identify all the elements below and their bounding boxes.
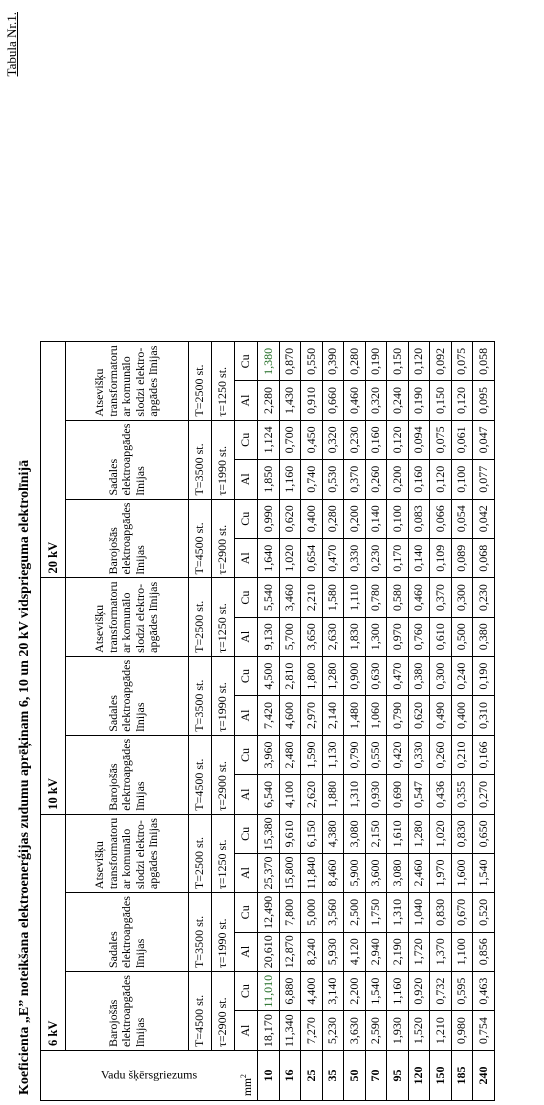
metal-header-row <box>235 342 258 1101</box>
table-row <box>408 342 430 1101</box>
coefficient-value: 1,640 <box>258 539 280 578</box>
coefficient-value: 0,790 <box>344 735 366 774</box>
t-value: T=2500 st. <box>189 342 212 420</box>
coefficient-value: 0,120 <box>387 420 409 459</box>
coefficient-value: 0,160 <box>408 460 430 499</box>
coefficient-value: 1,100 <box>451 932 473 971</box>
coefficient-value: 1,060 <box>365 696 387 735</box>
coefficient-value: 2,190 <box>387 932 409 971</box>
coefficient-value: 0,830 <box>430 893 452 932</box>
coefficient-value: 0,320 <box>322 420 344 459</box>
coefficient-value: 2,280 <box>258 381 280 420</box>
cross-section-value: 240 <box>473 1051 495 1101</box>
coefficient-value: 0,970 <box>387 617 409 656</box>
coefficient-value: 0,077 <box>473 460 495 499</box>
coefficient-value: 3,140 <box>322 972 344 1011</box>
coefficient-value: 0,754 <box>473 1011 495 1051</box>
voltage-group-header: 10 kV <box>41 578 66 814</box>
coefficient-value: 2,620 <box>301 775 323 814</box>
corner-unit-sup: 2 <box>239 1074 249 1079</box>
table-number: Tabula Nr.1. <box>4 12 19 77</box>
coefficient-value: 6,880 <box>279 972 301 1011</box>
coefficient-value: 0,075 <box>451 342 473 381</box>
coefficient-value: 2,200 <box>344 972 366 1011</box>
coefficient-value: 0,058 <box>473 342 495 381</box>
coefficient-value: 1,540 <box>473 853 495 892</box>
coefficient-value: 2,810 <box>279 656 301 695</box>
table-caption: Koeficienta „E” noteikšana elektroenerģijas zudumu aprēķinam 6, 10 un 20 kV vidsprieguma elektrolīnijā <box>17 459 32 1095</box>
coefficient-value: 1,370 <box>430 932 452 971</box>
coefficient-value: 1,830 <box>344 617 366 656</box>
coefficient-value: 0,075 <box>430 420 452 459</box>
coefficient-value: 0,089 <box>451 539 473 578</box>
coefficient-value: 11,010 <box>258 972 280 1011</box>
t-value-row <box>189 342 212 1101</box>
coefficient-value: 5,900 <box>344 853 366 892</box>
coefficient-value: 0,120 <box>451 381 473 420</box>
coefficient-value: 5,930 <box>322 932 344 971</box>
coefficient-value: 5,000 <box>301 893 323 932</box>
coefficient-value: 0,270 <box>473 775 495 814</box>
coefficient-value: 0,470 <box>387 656 409 695</box>
coefficient-value: 1,480 <box>344 696 366 735</box>
coefficient-value: 0,650 <box>473 814 495 853</box>
coefficient-value: 0,436 <box>430 775 452 814</box>
tau-value: τ=1990 st. <box>212 420 235 499</box>
line-category-header: Barojošās elektroapgādes līnijas <box>66 735 189 814</box>
t-value: T=3500 st. <box>189 420 212 499</box>
tau-value: τ=1250 st. <box>212 342 235 420</box>
coefficient-value: 0,200 <box>387 460 409 499</box>
coefficient-value: 5,700 <box>279 617 301 656</box>
coefficient-value: 3,080 <box>387 853 409 892</box>
metal-cu-header: Cu <box>235 735 258 774</box>
t-value: T=4500 st. <box>189 735 212 814</box>
coefficient-value: 3,560 <box>322 893 344 932</box>
category-header-row <box>66 342 189 1101</box>
coefficient-value: 0,092 <box>430 342 452 381</box>
coefficient-value: 0,500 <box>451 617 473 656</box>
coefficient-value: 0,450 <box>301 420 323 459</box>
coefficient-value: 11,340 <box>279 1011 301 1051</box>
line-category-header: Atsevišķu transformatoru ar komunālo slodzi elektro-apgādes līnijas <box>66 342 189 420</box>
t-value: T=2500 st. <box>189 814 212 892</box>
coefficient-value: 0,980 <box>451 1011 473 1051</box>
coefficient-value: 0,320 <box>365 381 387 420</box>
coefficient-value: 0,095 <box>473 381 495 420</box>
coefficient-value: 8,240 <box>301 932 323 971</box>
coefficient-value: 4,100 <box>279 775 301 814</box>
coefficient-value: 0,780 <box>365 578 387 617</box>
coefficient-value: 0,520 <box>473 893 495 932</box>
line-category-header: Sadales elektroapgādes līnijas <box>66 893 189 972</box>
coefficient-value: 0,490 <box>430 696 452 735</box>
coefficient-value: 1,130 <box>322 735 344 774</box>
coefficient-value: 1,300 <box>365 617 387 656</box>
coefficient-value: 0,610 <box>430 617 452 656</box>
coefficient-value: 6,540 <box>258 775 280 814</box>
coefficient-value: 0,550 <box>301 342 323 381</box>
coefficient-value: 3,460 <box>279 578 301 617</box>
coefficient-value: 4,380 <box>322 814 344 853</box>
coefficient-value: 12,490 <box>258 893 280 932</box>
coefficient-value: 2,500 <box>344 893 366 932</box>
coefficient-value: 0,700 <box>279 420 301 459</box>
coefficient-value: 2,630 <box>322 617 344 656</box>
coefficient-value: 0,910 <box>301 381 323 420</box>
coefficient-value: 3,650 <box>301 617 323 656</box>
coefficient-value: 0,547 <box>408 775 430 814</box>
line-category-header: Atsevišķu transformatoru ar komunālo slodzi elektro-apgādes līnijas <box>66 814 189 892</box>
coefficient-value: 0,170 <box>387 539 409 578</box>
coefficient-value: 1,040 <box>408 893 430 932</box>
cross-section-value: 16 <box>279 1051 301 1101</box>
coefficient-value: 0,200 <box>344 499 366 538</box>
coefficient-value: 0,100 <box>387 499 409 538</box>
coefficient-value: 0,595 <box>451 972 473 1011</box>
coefficient-value: 0,390 <box>322 342 344 381</box>
coefficient-value: 0,300 <box>430 656 452 695</box>
coefficient-value: 8,460 <box>322 853 344 892</box>
tau-value: τ=1990 st. <box>212 893 235 972</box>
coefficient-value: 0,166 <box>473 735 495 774</box>
cross-section-value: 185 <box>451 1051 473 1101</box>
coefficient-value: 0,190 <box>365 342 387 381</box>
metal-al-header: Al <box>235 1011 258 1051</box>
coefficient-value: 4,500 <box>258 656 280 695</box>
coefficient-value: 0,690 <box>387 775 409 814</box>
t-value: T=3500 st. <box>189 656 212 735</box>
table-row <box>365 342 387 1101</box>
coefficient-value: 0,280 <box>344 342 366 381</box>
coefficient-value: 5,540 <box>258 578 280 617</box>
coefficient-value: 0,470 <box>322 539 344 578</box>
metal-cu-header: Cu <box>235 972 258 1011</box>
metal-al-header: Al <box>235 460 258 499</box>
coefficient-value: 2,940 <box>365 932 387 971</box>
coefficient-value: 0,550 <box>365 735 387 774</box>
coefficient-value: 0,620 <box>408 696 430 735</box>
coefficient-value: 0,160 <box>365 420 387 459</box>
line-category-header: Barojošās elektroapgādes līnijas <box>66 499 189 578</box>
coefficient-value: 4,120 <box>344 932 366 971</box>
coefficient-value: 7,270 <box>301 1011 323 1051</box>
coefficient-value: 2,480 <box>279 735 301 774</box>
corner-label: Vadu šķērsgriezums <box>100 1067 198 1082</box>
metal-al-header: Al <box>235 932 258 971</box>
coefficient-value: 1,020 <box>279 539 301 578</box>
coefficient-value: 1,280 <box>408 814 430 853</box>
metal-al-header: Al <box>235 853 258 892</box>
cross-section-value: 35 <box>322 1051 344 1101</box>
coefficient-value: 0,260 <box>430 735 452 774</box>
coefficient-value: 9,130 <box>258 617 280 656</box>
coefficient-value: 0,068 <box>473 539 495 578</box>
coefficient-value: 1,970 <box>430 853 452 892</box>
coefficient-value: 0,140 <box>365 499 387 538</box>
cross-section-value: 25 <box>301 1051 323 1101</box>
coefficient-value: 0,930 <box>365 775 387 814</box>
coefficient-value: 1,580 <box>322 578 344 617</box>
cross-section-value: 95 <box>387 1051 409 1101</box>
coefficient-value: 3,960 <box>258 735 280 774</box>
coefficient-value: 0,460 <box>408 578 430 617</box>
voltage-group-header: 6 kV <box>41 814 66 1050</box>
coefficient-value: 0,109 <box>430 539 452 578</box>
coefficient-value: 0,370 <box>430 578 452 617</box>
coefficient-value: 0,400 <box>451 696 473 735</box>
cross-section-value: 10 <box>258 1051 280 1101</box>
tau-value: τ=2900 st. <box>212 735 235 814</box>
coefficient-value: 1,540 <box>365 972 387 1011</box>
coefficient-value: 0,400 <box>301 499 323 538</box>
tau-value-row <box>212 342 235 1101</box>
coefficient-value: 0,330 <box>408 735 430 774</box>
coefficient-value: 0,330 <box>344 539 366 578</box>
coefficient-value: 0,100 <box>451 460 473 499</box>
tau-value: τ=1990 st. <box>212 656 235 735</box>
coefficient-value: 1,124 <box>258 420 280 459</box>
t-value: T=4500 st. <box>189 972 212 1051</box>
coefficient-value: 1,800 <box>301 656 323 695</box>
coefficient-value: 0,732 <box>430 972 452 1011</box>
metal-cu-header: Cu <box>235 814 258 853</box>
coefficient-value: 1,020 <box>430 814 452 853</box>
coefficient-value: 0,260 <box>365 460 387 499</box>
coefficient-value: 18,170 <box>258 1011 280 1051</box>
line-category-header: Barojošās elektroapgādes līnijas <box>66 972 189 1051</box>
coefficient-value: 2,970 <box>301 696 323 735</box>
coefficient-value: 0,760 <box>408 617 430 656</box>
tau-value: τ=2900 st. <box>212 972 235 1051</box>
coefficient-value: 11,840 <box>301 853 323 892</box>
t-value: T=2500 st. <box>189 578 212 656</box>
coefficient-value: 0,240 <box>451 656 473 695</box>
coefficient-value: 9,610 <box>279 814 301 853</box>
t-value: T=4500 st. <box>189 499 212 578</box>
tau-value: τ=1250 st. <box>212 578 235 656</box>
corner-header <box>41 1051 258 1101</box>
coefficient-value: 0,047 <box>473 420 495 459</box>
metal-cu-header: Cu <box>235 342 258 381</box>
t-value: T=3500 st. <box>189 893 212 972</box>
loss-coefficient-table <box>40 341 495 1101</box>
coefficient-value: 0,300 <box>451 578 473 617</box>
coefficient-value: 1,280 <box>322 656 344 695</box>
coefficient-value: 2,150 <box>365 814 387 853</box>
coefficient-value: 0,083 <box>408 499 430 538</box>
voltage-header-row <box>41 342 66 1101</box>
coefficient-value: 4,400 <box>301 972 323 1011</box>
coefficient-value: 1,600 <box>451 853 473 892</box>
coefficient-value: 0,460 <box>344 381 366 420</box>
coefficient-value: 0,654 <box>301 539 323 578</box>
metal-al-header: Al <box>235 696 258 735</box>
line-category-header: Sadales elektroapgādes līnijas <box>66 656 189 735</box>
coefficient-value: 0,094 <box>408 420 430 459</box>
coefficient-value: 2,140 <box>322 696 344 735</box>
table-row <box>258 342 280 1101</box>
coefficient-value: 0,240 <box>387 381 409 420</box>
metal-cu-header: Cu <box>235 893 258 932</box>
coefficient-value: 1,590 <box>301 735 323 774</box>
coefficient-value: 1,160 <box>387 972 409 1011</box>
coefficient-value: 1,310 <box>387 893 409 932</box>
metal-al-header: Al <box>235 775 258 814</box>
coefficient-value: 0,670 <box>451 893 473 932</box>
coefficient-value: 1,610 <box>387 814 409 853</box>
coefficient-value: 0,066 <box>430 499 452 538</box>
coefficient-value: 1,210 <box>430 1011 452 1051</box>
metal-cu-header: Cu <box>235 420 258 459</box>
coefficient-value: 0,660 <box>322 381 344 420</box>
table-row <box>451 342 473 1101</box>
table-row <box>344 342 366 1101</box>
coefficient-value: 20,610 <box>258 932 280 971</box>
coefficient-value: 1,110 <box>344 578 366 617</box>
coefficient-value: 1,160 <box>279 460 301 499</box>
coefficient-value: 0,280 <box>322 499 344 538</box>
coefficient-value: 0,150 <box>387 342 409 381</box>
coefficient-value: 0,870 <box>279 342 301 381</box>
metal-al-header: Al <box>235 617 258 656</box>
coefficient-value: 1,720 <box>408 932 430 971</box>
coefficient-value: 3,630 <box>344 1011 366 1051</box>
coefficient-value: 0,856 <box>473 932 495 971</box>
table-row <box>322 342 344 1101</box>
table-row <box>387 342 409 1101</box>
coefficient-value: 0,530 <box>322 460 344 499</box>
coefficient-value: 1,430 <box>279 381 301 420</box>
coefficient-value: 0,230 <box>344 420 366 459</box>
coefficient-value: 0,790 <box>387 696 409 735</box>
coefficient-value: 25,370 <box>258 853 280 892</box>
coefficient-value: 0,370 <box>344 460 366 499</box>
cross-section-value: 50 <box>344 1051 366 1101</box>
metal-cu-header: Cu <box>235 656 258 695</box>
coefficient-value: 0,120 <box>408 342 430 381</box>
coefficient-value: 12,870 <box>279 932 301 971</box>
corner-unit-text: mm <box>242 1078 255 1096</box>
coefficient-value: 0,580 <box>387 578 409 617</box>
table-row <box>473 342 495 1101</box>
coefficient-value: 0,042 <box>473 499 495 538</box>
line-category-header: Sadales elektroapgādes līnijas <box>66 420 189 499</box>
coefficient-value: 1,520 <box>408 1011 430 1051</box>
coefficient-value: 3,080 <box>344 814 366 853</box>
tau-value: τ=2900 st. <box>212 499 235 578</box>
coefficient-value: 0,900 <box>344 656 366 695</box>
coefficient-value: 0,140 <box>408 539 430 578</box>
coefficient-value: 0,054 <box>451 499 473 538</box>
voltage-group-header: 20 kV <box>41 342 66 578</box>
coefficient-value: 1,880 <box>322 775 344 814</box>
coefficient-value: 2,460 <box>408 853 430 892</box>
metal-al-header: Al <box>235 381 258 420</box>
coefficient-value: 5,230 <box>322 1011 344 1051</box>
table-row <box>279 342 301 1101</box>
coefficient-value: 0,190 <box>408 381 430 420</box>
table-row <box>301 342 323 1101</box>
coefficient-value: 1,380 <box>258 342 280 381</box>
coefficient-value: 7,420 <box>258 696 280 735</box>
coefficient-value: 1,750 <box>365 893 387 932</box>
metal-al-header: Al <box>235 539 258 578</box>
coefficient-value: 0,380 <box>408 656 430 695</box>
line-category-header: Atsevišķu transformatoru ar komunālo slodzi elektro-apgādes līnijas <box>66 578 189 656</box>
metal-cu-header: Cu <box>235 499 258 538</box>
coefficient-value: 0,120 <box>430 460 452 499</box>
coefficient-value: 1,930 <box>387 1011 409 1051</box>
coefficient-value: 0,620 <box>279 499 301 538</box>
coefficient-value: 0,830 <box>451 814 473 853</box>
table-row <box>430 342 452 1101</box>
coefficient-value: 3,600 <box>365 853 387 892</box>
tau-value: τ=1250 st. <box>212 814 235 892</box>
coefficient-value: 2,590 <box>365 1011 387 1051</box>
coefficient-value: 7,800 <box>279 893 301 932</box>
coefficient-value: 0,355 <box>451 775 473 814</box>
coefficient-value: 0,230 <box>365 539 387 578</box>
coefficient-value: 0,061 <box>451 420 473 459</box>
coefficient-value: 4,600 <box>279 696 301 735</box>
coefficient-value: 0,310 <box>473 696 495 735</box>
coefficient-value: 0,230 <box>473 578 495 617</box>
coefficient-value: 0,380 <box>473 617 495 656</box>
cross-section-value: 150 <box>430 1051 452 1101</box>
coefficient-value: 0,990 <box>258 499 280 538</box>
coefficient-value: 0,420 <box>387 735 409 774</box>
coefficient-value: 15,800 <box>279 853 301 892</box>
coefficient-value: 15,380 <box>258 814 280 853</box>
cross-section-value: 120 <box>408 1051 430 1101</box>
cross-section-value: 70 <box>365 1051 387 1101</box>
coefficient-value: 1,850 <box>258 460 280 499</box>
coefficient-value: 6,150 <box>301 814 323 853</box>
coefficient-value: 0,463 <box>473 972 495 1011</box>
coefficient-value: 0,740 <box>301 460 323 499</box>
coefficient-value: 0,210 <box>451 735 473 774</box>
coefficient-value: 2,210 <box>301 578 323 617</box>
coefficient-value: 0,630 <box>365 656 387 695</box>
coefficient-value: 1,310 <box>344 775 366 814</box>
metal-cu-header: Cu <box>235 578 258 617</box>
coefficient-value: 0,190 <box>473 656 495 695</box>
coefficient-value: 0,920 <box>408 972 430 1011</box>
coefficient-value: 0,150 <box>430 381 452 420</box>
corner-unit <box>240 1074 255 1096</box>
